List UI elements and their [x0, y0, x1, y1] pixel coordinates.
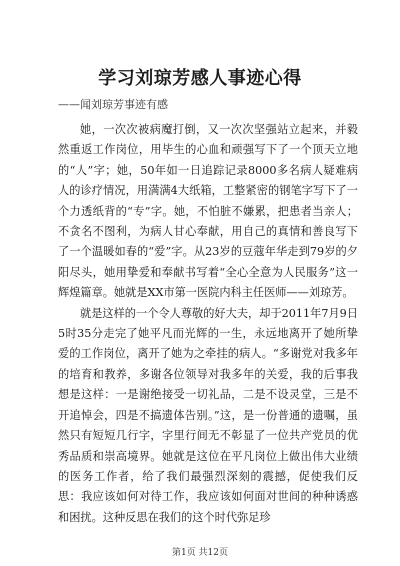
paragraph: 她，一次次被病魔打倒，又一次次坚强站立起来，并毅然重返工作岗位，用毕生的心血和顽强写下了一个顶天立地的“人”字；她，50年如一日追踪记录8000多名病人疑难病人的诊疗情况，用满满4大纸箱，工整紧密的钢笔字写下了一个力透纸背的“专”字。她，不怕脏不嫌累，把患者当亲人；不贪名不图利，为病人甘心奉献，用自己的真情和善良写下了一个温暖如春的“爱”字。从23岁的豆蔻年华走到79岁的夕阳尽头，她用挚爱和奉献书写着“全心全意为人民服务”这一辉煌篇章。她就是XX市第一医院内科主任医师——刘琼芳。	[58, 123, 358, 300]
document-body	[58, 120, 358, 528]
document-title: 学习刘琼芳感人事迹心得	[98, 68, 302, 89]
document-subtitle: ——闻刘琼芳事迹有感	[58, 98, 168, 111]
paragraph: 就是这样的一个令人尊敬的好大夫，却于2011年7月9日5时35分走完了她平凡而光辉的一生，永远地离开了她所挚爱的工作岗位，离开了她为之牵挂的病人。“多谢党对我多年的培育和教养，多谢各位领导对我多年的关爱，我的后事我想是这样：一是谢绝接受一切礼品，二是不设灵堂，三是不开追悼会，四是不搞遗体告别。”这，是一份普通的遗嘱，虽然只有短短几行字，字里行间无不彰显了一位共产党员的优秀品质和崇高境界。她就是这位在平凡岗位上做出伟大业绩的医务工作者，给了我们最强烈深刻的震撼，促使我们反思：我应该如何对待工作，我应该如何面对世间的种种诱惑和困扰。这种反思在我们的这个时代弥足珍	[58, 306, 358, 524]
page-footer: 第1页 共12页	[171, 548, 229, 558]
